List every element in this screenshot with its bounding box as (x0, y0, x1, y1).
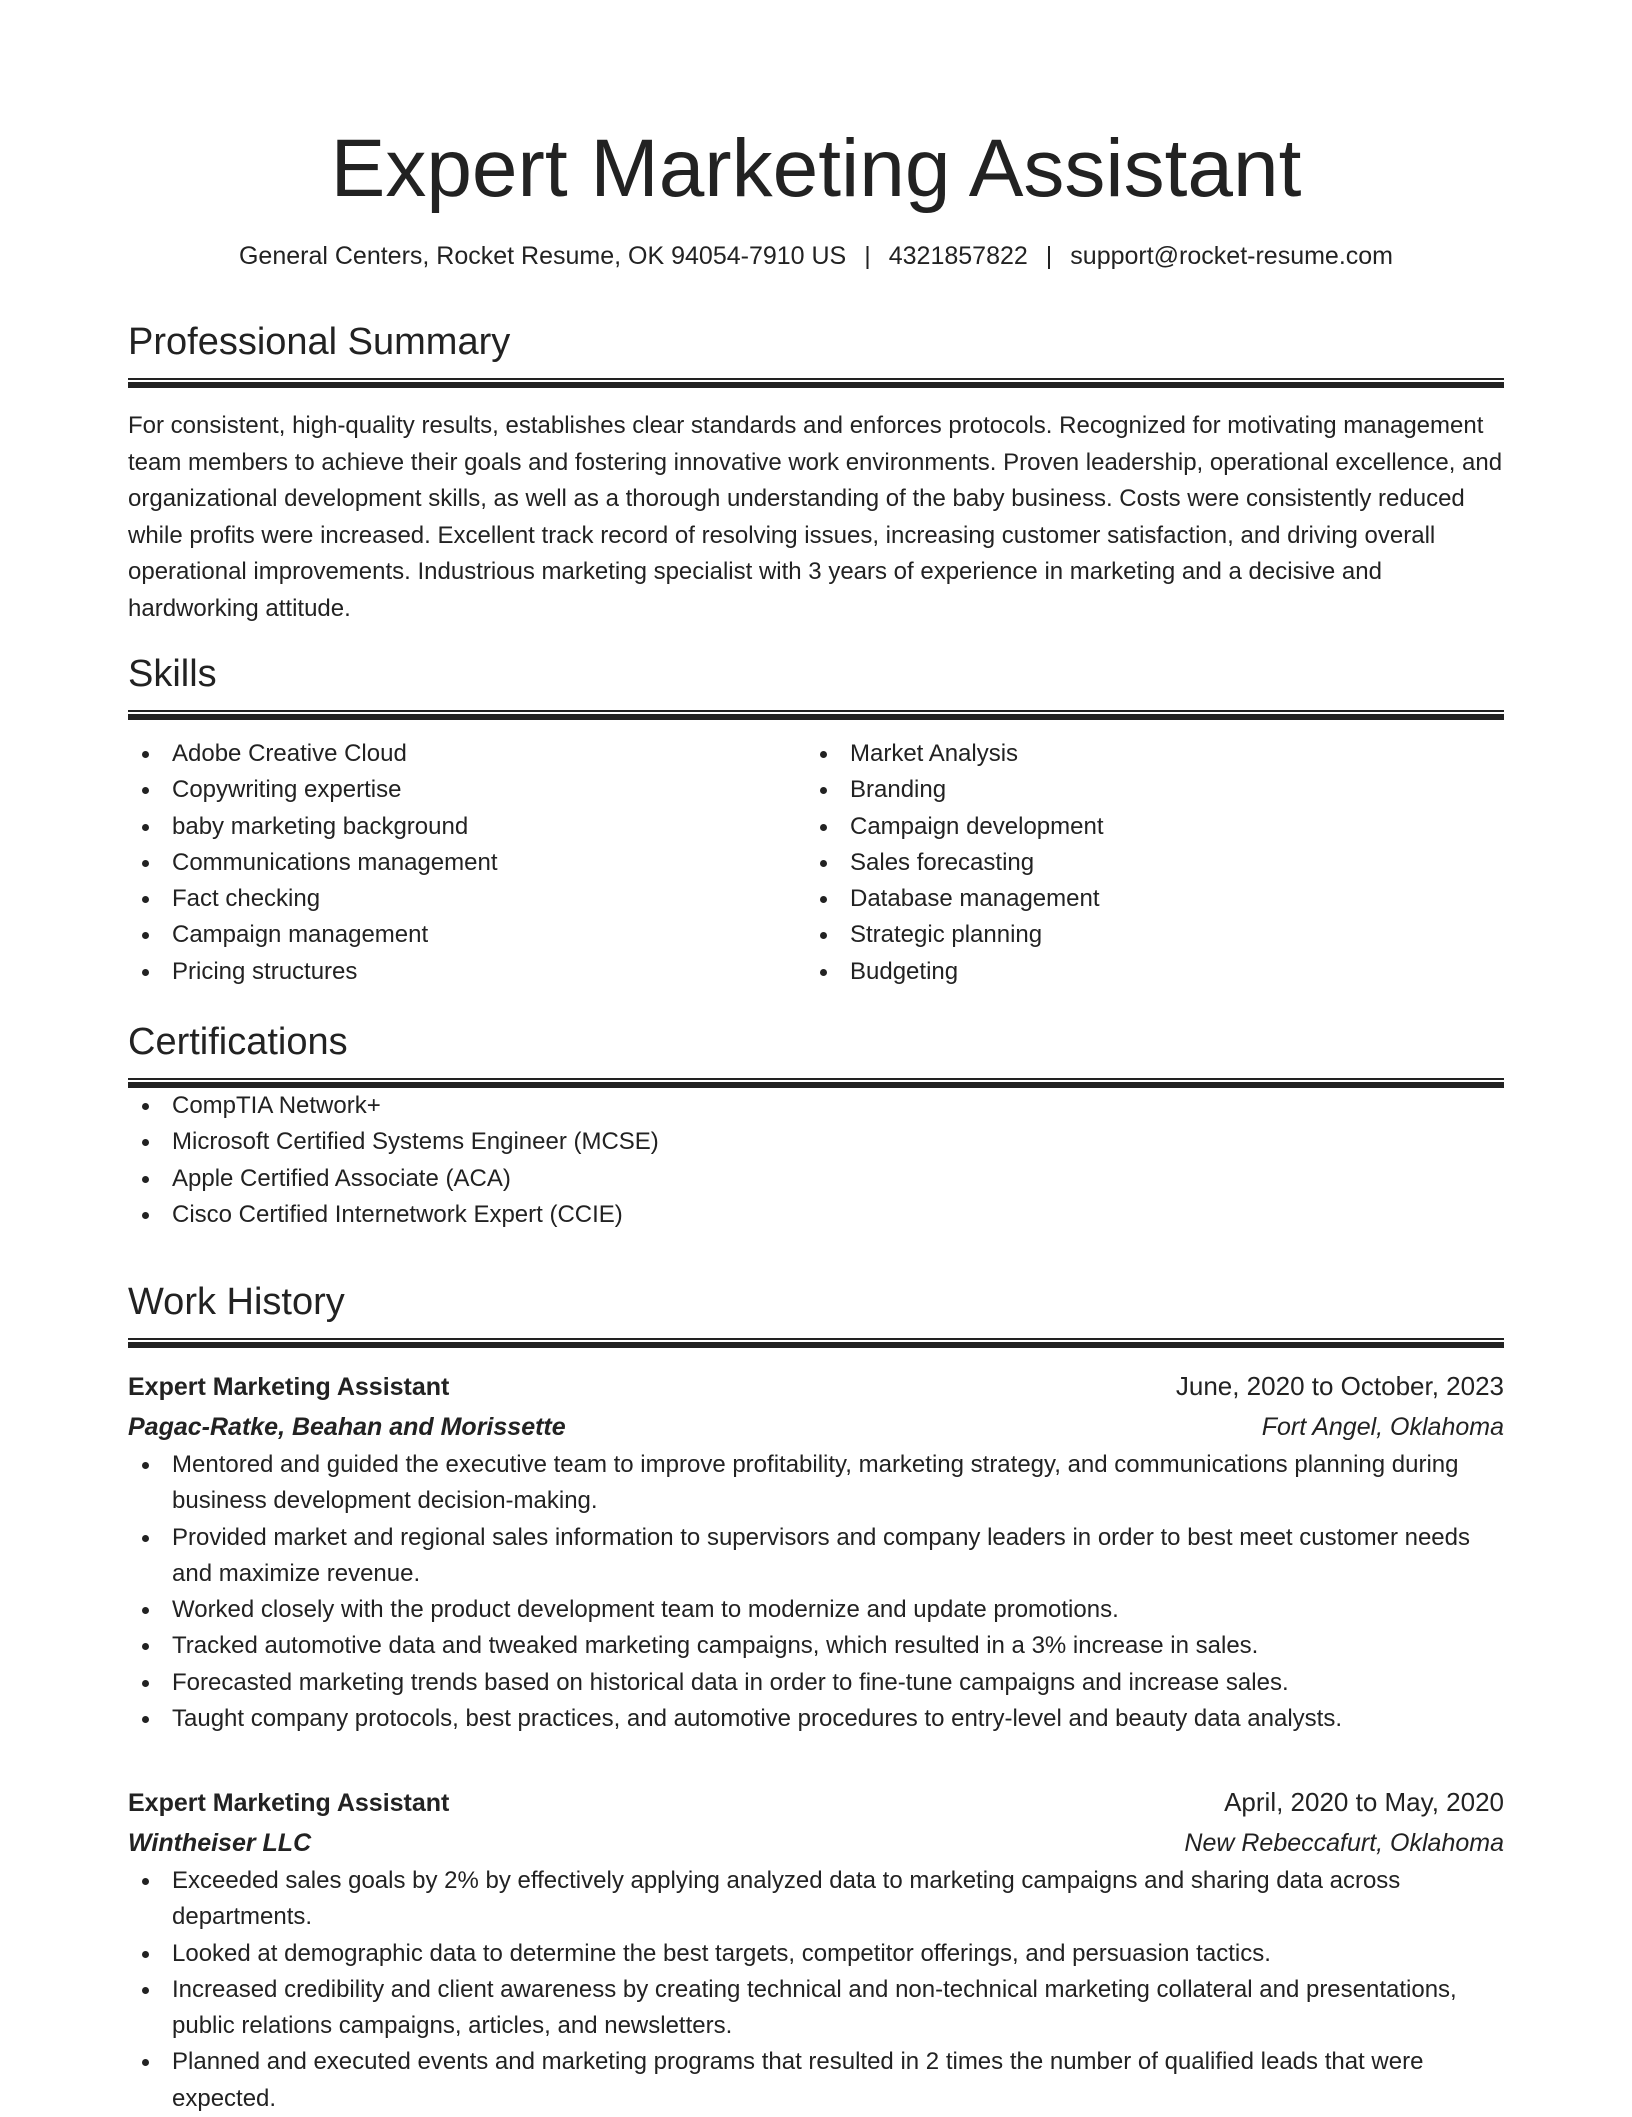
skills-column-right (806, 736, 1484, 990)
skill-item: baby marketing background (172, 809, 806, 845)
section-divider (128, 710, 1504, 720)
skill-item: Strategic planning (850, 917, 1484, 953)
job-title: Expert Marketing Assistant (128, 1373, 450, 1401)
job-duty: Provided market and regional sales information to supervisors and company leaders in order to best meet customer needs and maximize revenue. (172, 1520, 1504, 1593)
job-entry (128, 1782, 1504, 2117)
skill-item: Budgeting (850, 954, 1484, 990)
section-title: Certifications (128, 1021, 348, 1063)
job-company: Pagac-Ratke, Beahan and Morissette (128, 1413, 566, 1441)
certifications-section (128, 1018, 1504, 1233)
skill-item: Fact checking (172, 881, 806, 917)
resume-name: Expert Marketing Assistant (330, 123, 1302, 214)
job-duty: Tracked automotive data and tweaked marketing campaigns, which resulted in a 3% increase in sales. (172, 1628, 1504, 1664)
job-entry (128, 1366, 1504, 1737)
skill-item: Campaign development (850, 809, 1484, 845)
skills-column-left (128, 736, 806, 990)
skill-item: Adobe Creative Cloud (172, 736, 806, 772)
contact-separator: | (864, 242, 871, 270)
skills-section (128, 650, 1504, 990)
section-title: Work History (128, 1281, 345, 1323)
job-location: New Rebeccafurt, Oklahoma (1184, 1829, 1504, 1857)
job-location: Fort Angel, Oklahoma (1261, 1413, 1504, 1441)
contact-phone: 4321857822 (888, 242, 1028, 270)
skills-list-right (806, 736, 1484, 990)
skill-item: Campaign management (172, 917, 806, 953)
contact-address: General Centers, Rocket Resume, OK 94054-7910 US (238, 242, 847, 270)
contact-separator: | (1045, 242, 1053, 270)
job-title: Expert Marketing Assistant (128, 1789, 450, 1817)
skill-item: Database management (850, 881, 1484, 917)
skills-list-left (128, 736, 806, 990)
skill-item: Market Analysis (850, 736, 1484, 772)
summary-section (128, 318, 1504, 627)
section-divider (128, 1338, 1504, 1348)
job-dates: June, 2020 to October, 2023 (1175, 1371, 1504, 1401)
certification-item: CompTIA Network+ (172, 1088, 1504, 1124)
job-duty: Exceeded sales goals by 2% by effectively applying analyzed data to marketing campaigns and sharing data across departments. (172, 1863, 1504, 1936)
job-duty: Taught company protocols, best practices, and automotive procedures to entry-level and beauty data analysts. (172, 1701, 1504, 1737)
contact-line (128, 239, 1504, 273)
job-company: Wintheiser LLC (128, 1829, 312, 1857)
job-duties-list (128, 1447, 1504, 1737)
contact-email: support@rocket-resume.com (1070, 242, 1394, 270)
certification-item: Microsoft Certified Systems Engineer (MCSE) (172, 1124, 1504, 1160)
job-company-row (128, 1823, 1504, 1863)
certification-item: Apple Certified Associate (ACA) (172, 1161, 1504, 1197)
certification-item: Cisco Certified Internetwork Expert (CCIE) (172, 1197, 1504, 1233)
skill-item: Sales forecasting (850, 845, 1484, 881)
job-duty: Mentored and guided the executive team to improve profitability, marketing strategy, and communications planning during business development decision-making. (172, 1447, 1504, 1520)
work-history-section (128, 1278, 1504, 1348)
section-title: Professional Summary (128, 321, 511, 363)
skills-columns (128, 736, 1504, 990)
section-divider (128, 1078, 1504, 1088)
skill-item: Branding (850, 772, 1484, 808)
job-duty: Planned and executed events and marketing programs that resulted in 2 times the number of qualified leads that were expected. (172, 2044, 1504, 2117)
skill-item: Communications management (172, 845, 806, 881)
section-divider (128, 378, 1504, 388)
job-company-row (128, 1407, 1504, 1447)
summary-text: For consistent, high-quality results, establishes clear standards and enforces protocols. Recognized for motivating management team members to achieve their goals and fostering innovative work environments. Proven leadership, operational excellence, and organizational development skills, as well as a thorough understanding of the baby business. Costs were consistently reduced while profits were increased. Excellent track record of resolving issues, increasing customer satisfaction, and driving overall operational improvements. Industrious marketing specialist with 3 years of experience in marketing and a decisive and hardworking attitude. (128, 412, 1503, 622)
job-duty: Forecasted marketing trends based on historical data in order to fine-tune campaigns and increase sales. (172, 1665, 1504, 1701)
job-duties-list (128, 1863, 1504, 2117)
job-header-row (128, 1366, 1504, 1407)
job-dates: April, 2020 to May, 2020 (1224, 1787, 1504, 1817)
section-title: Skills (128, 653, 217, 695)
skill-item: Copywriting expertise (172, 772, 806, 808)
certifications-list (128, 1088, 1504, 1233)
job-duty: Worked closely with the product development team to modernize and update promotions. (172, 1592, 1504, 1628)
job-duty: Increased credibility and client awareness by creating technical and non-technical marketing collateral and presentations, public relations campaigns, articles, and newsletters. (172, 1972, 1504, 2045)
skill-item: Pricing structures (172, 954, 806, 990)
job-header-row (128, 1782, 1504, 1823)
job-duty: Looked at demographic data to determine the best targets, competitor offerings, and persuasion tactics. (172, 1936, 1504, 1972)
